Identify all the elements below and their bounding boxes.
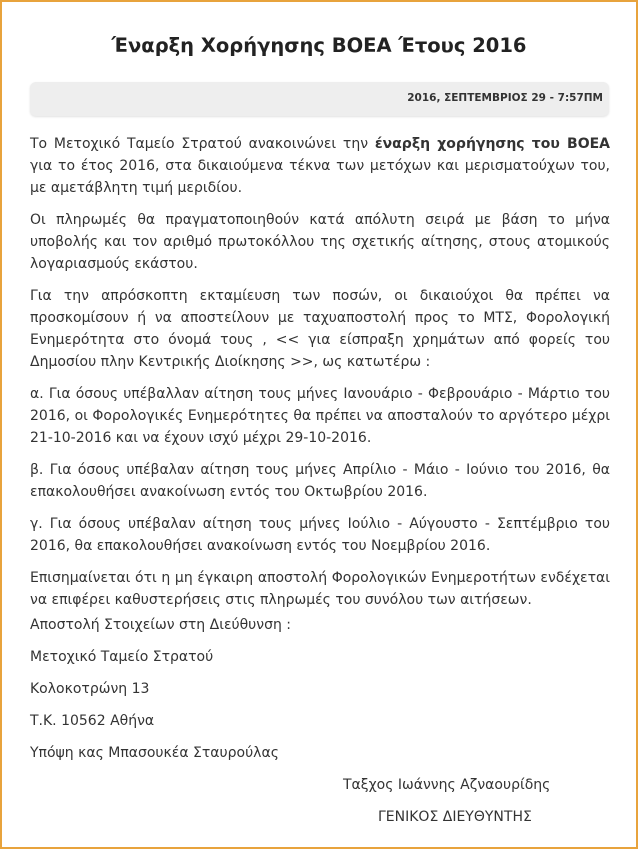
- paragraph-item-b: β. Για όσους υπέβαλαν αίτηση τους μήνες Απρίλιο - Μάιο - Ιούνιο του 2016, θα επακολουθήσει ανακοίνωση εντός του Οκτωβρίου 2016.: [30, 462, 610, 500]
- paragraph-requirements: Για την απρόσκοπτη εκταμίευση των ποσών, οι δικαιούχοι θα πρέπει να προσκομίσουν ή να αποστείλουν με ταχυαποστολή προς το ΜΤΣ, Φορολογική Ενημερότητα στο όνομά τους , << για είσπραξη χρημάτων από φορείς του Δημοσίου πλην Κεντρικής Διοίκησης >>, ως κατωτέρω :: [30, 288, 610, 370]
- address-heading: Αποστολή Στοιχείων στη Διεύθυνση :: [30, 617, 292, 633]
- signature-name: Ταξχος Ιωάννης Αζναουρίδης: [343, 777, 551, 793]
- date-bar: [30, 82, 609, 116]
- signature-role: ΓΕΝΙΚΟΣ ΔΙΕΥΘΥΝΤΗΣ: [378, 809, 532, 825]
- highlight-text: έναρξη χορήγησης του ΒΟΕΑ: [374, 136, 610, 152]
- post-date: 2016, ΣΕΠΤΕΜΒΡΙΟΣ 29 - 7:57ΠΜ: [407, 92, 603, 104]
- paragraph-announcement: Το Μετοχικό Ταμείο Στρατού ανακοινώνει την έναρξη χορήγησης του ΒΟΕΑ για το έτος 2016, στα δικαιούμενα τέκνα των μετόχων και μερισματούχων του, με αμετάβλητη τιμή μεριδίου.: [30, 136, 610, 196]
- article-body: [30, 133, 610, 611]
- address-organization: Μετοχικό Ταμείο Στρατού: [30, 649, 214, 665]
- paragraph-item-c: γ. Για όσους υπέβαλαν αίτηση τους μήνες Ιούλιο - Αύγουστο - Σεπτέμβριο του 2016, θα επακολουθήσει ανακοίνωση εντός του Νοεμβρίου 2016.: [30, 516, 610, 554]
- paragraph-payments: Οι πληρωμές θα πραγματοποιηθούν κατά απόλυτη σειρά με βάση το μήνα υποβολής και τον αριθμό πρωτοκόλλου της σχετικής αίτησης, στους ατομικούς λογαριασμούς εκάστου.: [30, 212, 610, 272]
- address-street: Κολοκοτρώνη 13: [30, 681, 150, 697]
- paragraph-item-a: α. Για όσους υπέβαλλαν αίτηση τους μήνες Ιανουάριο - Φεβρουάριο - Μάρτιο του 2016, οι Φορολογικές Ενημερότητες θα πρέπει να αποσταλούν το αργότερο μέχρι 21-10-2016 και να έχουν ισχύ μέχρι 29-10-2016.: [30, 386, 610, 446]
- address-postal: Τ.Κ. 10562 Αθήνα: [30, 713, 155, 729]
- paragraph-notice: Επισημαίνεται ότι η μη έγκαιρη αποστολή Φορολογικών Ενημεροτήτων ενδέχεται να επιφέρει καθυστερήσεις στις πληρωμές του συνόλου των αιτήσεων.: [30, 570, 610, 608]
- address-attention: Υπόψη κας Μπασουκέα Σταυρούλας: [30, 745, 279, 761]
- article-title: Έναρξη Χορήγησης ΒΟΕΑ Έτους 2016: [111, 34, 527, 57]
